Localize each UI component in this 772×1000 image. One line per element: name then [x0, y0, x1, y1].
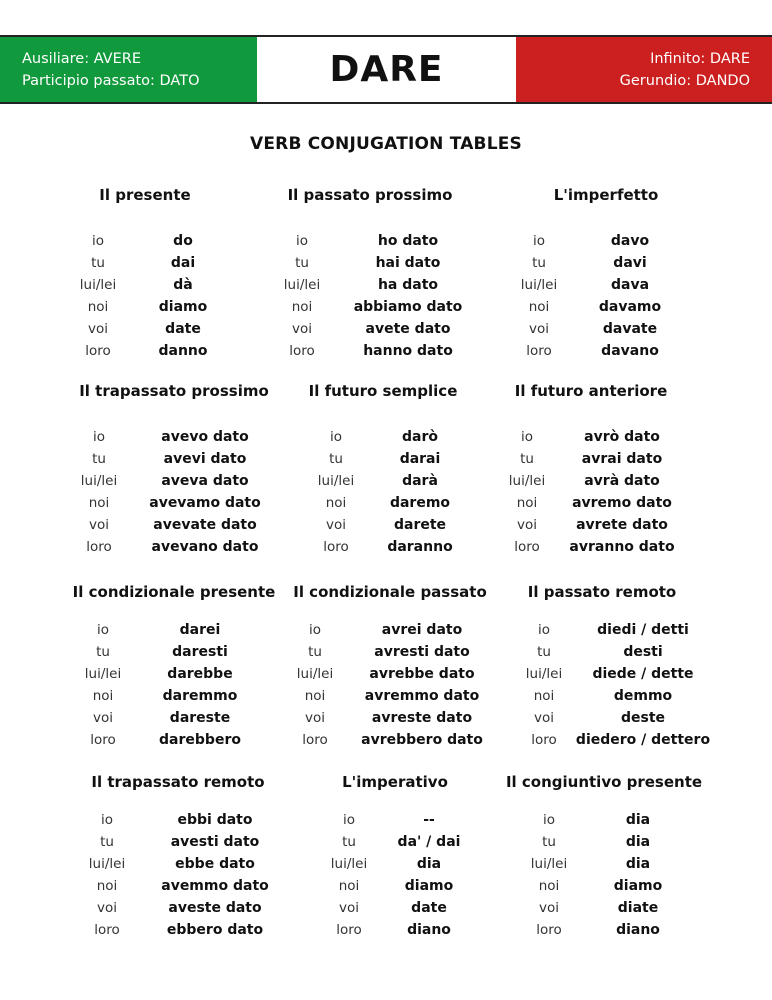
- conjugation-row: [0, 619, 258, 641]
- verb-form: avrai dato: [581, 451, 663, 467]
- pronoun: voi: [88, 321, 108, 337]
- conjugation-row: [0, 448, 258, 470]
- page-title: VERB CONJUGATION TABLES: [249, 134, 522, 154]
- verb-form: avresti dato: [374, 644, 470, 660]
- pronoun: loro: [289, 343, 315, 359]
- conjugation-row: [0, 707, 258, 729]
- verb-form: davano: [601, 343, 659, 359]
- pronoun: noi: [338, 878, 360, 894]
- conjugation-row: [257, 448, 515, 470]
- conjugation-row: [257, 536, 515, 558]
- conjugation-row: [0, 897, 262, 919]
- conjugation-row: [257, 274, 515, 296]
- pronoun: loro: [302, 732, 328, 748]
- conjugation-row: [515, 619, 772, 641]
- verb-form: desti: [623, 644, 663, 660]
- verb-form: ebbe dato: [175, 856, 255, 872]
- verb-form: ebbero dato: [166, 922, 264, 938]
- pronoun: noi: [87, 299, 109, 315]
- pronoun: voi: [517, 517, 537, 533]
- conjugation-row: [515, 707, 772, 729]
- conjugation-row: [515, 492, 772, 514]
- verb-form: date: [411, 900, 447, 916]
- conjugation-row: [257, 641, 515, 663]
- pronoun: io: [329, 429, 343, 445]
- conjugation-row: [257, 296, 515, 318]
- conjugation-row: [0, 514, 258, 536]
- pronoun: tu: [542, 834, 556, 850]
- verb-form: avesti dato: [170, 834, 260, 850]
- verb-form: darei: [179, 622, 221, 638]
- conjugation-row: [257, 897, 515, 919]
- verb-form: avevi dato: [163, 451, 247, 467]
- verb-form: darete: [393, 517, 447, 533]
- pronoun: voi: [97, 900, 117, 916]
- pronoun: loro: [536, 922, 562, 938]
- verb-form: diedi / detti: [597, 622, 689, 638]
- pronoun: lui/lei: [79, 277, 117, 293]
- conjugation-row: [257, 492, 515, 514]
- verb-form: dà: [173, 277, 193, 293]
- tense-title: Il passato prossimo: [287, 186, 453, 204]
- verb-form: darai: [399, 451, 441, 467]
- past-participle-label: Participio passato: DATO: [22, 72, 200, 89]
- verb-form: davamo: [598, 299, 662, 315]
- pronoun: loro: [323, 539, 349, 555]
- verb-form: daremo: [389, 495, 451, 511]
- verb-form: date: [165, 321, 201, 337]
- conjugation-row: [0, 919, 264, 941]
- conjugation-row: [0, 296, 258, 318]
- verb-form: da' / dai: [397, 834, 461, 850]
- pronoun: noi: [304, 688, 326, 704]
- tense-title: Il condizionale presente: [72, 583, 276, 601]
- pronoun: voi: [539, 900, 559, 916]
- pronoun: lui/lei: [520, 277, 558, 293]
- header-band: [0, 35, 772, 104]
- conjugation-row: [257, 875, 515, 897]
- pronoun: lui/lei: [296, 666, 334, 682]
- conjugation-row: [257, 809, 515, 831]
- verb-form: diamo: [613, 878, 663, 894]
- conjugation-row: [257, 514, 515, 536]
- tense-title: Il trapassato remoto: [91, 773, 265, 791]
- pronoun: noi: [516, 495, 538, 511]
- conjugation-row: [257, 340, 515, 362]
- verb-form: darebbe: [167, 666, 233, 682]
- conjugation-row: [0, 274, 258, 296]
- verb-form: avranno dato: [569, 539, 675, 555]
- verb-form: --: [423, 812, 435, 828]
- pronoun: noi: [325, 495, 347, 511]
- pronoun: io: [542, 812, 556, 828]
- pronoun: tu: [96, 644, 110, 660]
- gerund-label: Gerundio: DANDO: [619, 72, 750, 89]
- pronoun: tu: [329, 451, 343, 467]
- verb-form: do: [173, 233, 193, 249]
- verb-form: danno: [158, 343, 208, 359]
- pronoun: lui/lei: [84, 666, 122, 682]
- tense-title: L'imperfetto: [553, 186, 659, 204]
- conjugation-row: [0, 875, 269, 897]
- verb-form: dia: [625, 812, 651, 828]
- verb-form: diamo: [158, 299, 208, 315]
- conjugation-row: [515, 340, 772, 362]
- conjugation-row: [0, 831, 258, 853]
- pronoun: io: [96, 622, 110, 638]
- pronoun: tu: [91, 255, 105, 271]
- verb-form: daranno: [387, 539, 453, 555]
- conjugation-row: [257, 619, 515, 641]
- tense-title: Il presente: [99, 186, 191, 204]
- tense-title: L'imperativo: [342, 773, 448, 791]
- verb-form: davi: [613, 255, 647, 271]
- pronoun: loro: [531, 732, 557, 748]
- verb-form: dia: [625, 856, 651, 872]
- pronoun: io: [537, 622, 551, 638]
- conjugation-row: [257, 230, 515, 252]
- conjugation-row: [257, 919, 515, 941]
- conjugation-row: [0, 641, 258, 663]
- pronoun: lui/lei: [88, 856, 126, 872]
- pronoun: loro: [85, 343, 111, 359]
- verb-form: aveva dato: [161, 473, 249, 489]
- pronoun: io: [342, 812, 356, 828]
- conjugation-row: [515, 919, 772, 941]
- conjugation-row: [508, 470, 772, 492]
- verb-form: diedero / dettero: [575, 732, 711, 748]
- verb-form: ho dato: [377, 233, 439, 249]
- conjugation-row: [515, 685, 772, 707]
- conjugation-row: [515, 296, 772, 318]
- conjugation-row: [515, 274, 772, 296]
- conjugation-row: [257, 426, 515, 448]
- pronoun: tu: [308, 644, 322, 660]
- pronoun: lui/lei: [283, 277, 321, 293]
- conjugation-row: [515, 426, 772, 448]
- verb-form: ebbi dato: [177, 812, 253, 828]
- pronoun: voi: [305, 710, 325, 726]
- verb-form: hai dato: [375, 255, 441, 271]
- conjugation-row: [515, 897, 772, 919]
- verb-form: avremo dato: [572, 495, 672, 511]
- verb-form: avreste dato: [371, 710, 473, 726]
- verb-form: avrebbero dato: [361, 732, 483, 748]
- pronoun: io: [295, 233, 309, 249]
- verb-form: darò: [402, 429, 438, 445]
- pronoun: io: [92, 429, 106, 445]
- pronoun: io: [532, 233, 546, 249]
- conjugation-row: [515, 318, 772, 340]
- conjugation-row: [257, 707, 515, 729]
- pronoun: lui/lei: [317, 473, 355, 489]
- conjugation-row: [0, 492, 261, 514]
- verb-form: aveste dato: [168, 900, 262, 916]
- verb-form: daresti: [172, 644, 228, 660]
- tense-title: Il condizionale passato: [293, 583, 487, 601]
- pronoun: tu: [520, 451, 534, 467]
- pronoun: io: [91, 233, 105, 249]
- verb-form: dareste: [169, 710, 231, 726]
- tense-title: Il congiuntivo presente: [505, 773, 703, 791]
- conjugation-row: [0, 340, 258, 362]
- pronoun: voi: [89, 517, 109, 533]
- tense-title: Il futuro anteriore: [514, 382, 668, 400]
- verb-form: avrete dato: [576, 517, 668, 533]
- conjugation-row: [257, 685, 515, 707]
- verb-form: ha dato: [377, 277, 439, 293]
- verb-form: avrei dato: [381, 622, 463, 638]
- verb-form: dia: [416, 856, 442, 872]
- verb-form: dia: [625, 834, 651, 850]
- verb-form: avevano dato: [151, 539, 259, 555]
- pronoun: noi: [88, 495, 110, 511]
- pronoun: voi: [534, 710, 554, 726]
- pronoun: lui/lei: [525, 666, 563, 682]
- verb-form: deste: [620, 710, 666, 726]
- pronoun: voi: [529, 321, 549, 337]
- verb-form: avevo dato: [161, 429, 249, 445]
- conjugation-row: [0, 809, 258, 831]
- conjugation-row: [0, 252, 258, 274]
- conjugation-row: [515, 514, 772, 536]
- verb-form: avrebbe dato: [369, 666, 475, 682]
- verb-form: avete dato: [365, 321, 451, 337]
- verb-form: avremmo dato: [364, 688, 480, 704]
- pronoun: noi: [538, 878, 560, 894]
- pronoun: voi: [326, 517, 346, 533]
- conjugation-row: [257, 853, 515, 875]
- pronoun: lui/lei: [530, 856, 568, 872]
- conjugation-row: [0, 729, 258, 751]
- verb-form: davo: [610, 233, 650, 249]
- verb-form: demmo: [613, 688, 673, 704]
- pronoun: tu: [532, 255, 546, 271]
- pronoun: tu: [342, 834, 356, 850]
- conjugation-row: [515, 641, 772, 663]
- pronoun: loro: [526, 343, 552, 359]
- pronoun: loro: [86, 539, 112, 555]
- conjugation-row: [0, 663, 258, 685]
- conjugation-row: [257, 663, 515, 685]
- conjugation-row: [515, 536, 772, 558]
- verb-title: DARE: [257, 37, 516, 102]
- verb-form: diamo: [404, 878, 454, 894]
- verb-form: darebbero: [159, 732, 241, 748]
- conjugation-row: [0, 426, 258, 448]
- verb-form: diano: [407, 922, 451, 938]
- verb-form: avevate dato: [153, 517, 257, 533]
- pronoun: voi: [339, 900, 359, 916]
- conjugation-row: [515, 831, 772, 853]
- tense-title: Il trapassato prossimo: [79, 382, 269, 400]
- pronoun: voi: [93, 710, 113, 726]
- pronoun: lui/lei: [330, 856, 368, 872]
- conjugation-row: [257, 729, 515, 751]
- conjugation-row: [515, 729, 772, 751]
- pronoun: noi: [533, 688, 555, 704]
- verb-form: avevamo dato: [149, 495, 261, 511]
- conjugation-row: [0, 853, 258, 875]
- verb-form: dava: [610, 277, 650, 293]
- pronoun: io: [100, 812, 114, 828]
- auxiliary-label: Ausiliare: AVERE: [22, 50, 142, 67]
- conjugation-row: [257, 470, 515, 492]
- pronoun: tu: [295, 255, 309, 271]
- pronoun: voi: [292, 321, 312, 337]
- verb-form: hanno dato: [363, 343, 453, 359]
- conjugation-row: [515, 853, 772, 875]
- conjugation-row: [0, 230, 258, 252]
- conjugation-row: [515, 230, 772, 252]
- header-info-right: [516, 37, 772, 102]
- conjugation-row: [515, 875, 772, 897]
- pronoun: tu: [537, 644, 551, 660]
- pronoun: noi: [92, 688, 114, 704]
- verb-form: abbiamo dato: [353, 299, 463, 315]
- verb-form: diede / dette: [592, 666, 694, 682]
- conjugation-row: [257, 831, 515, 853]
- verb-form: diano: [616, 922, 660, 938]
- verb-form: davate: [602, 321, 658, 337]
- conjugation-row: [0, 470, 258, 492]
- pronoun: noi: [291, 299, 313, 315]
- conjugation-row: [0, 318, 258, 340]
- conjugation-row: [257, 318, 515, 340]
- header-info-left: [0, 37, 257, 102]
- pronoun: loro: [90, 732, 116, 748]
- conjugation-row: [257, 252, 515, 274]
- verb-form: dai: [170, 255, 196, 271]
- conjugation-row: [0, 685, 258, 707]
- tense-title: Il passato remoto: [527, 583, 677, 601]
- pronoun: tu: [100, 834, 114, 850]
- tense-title: Il futuro semplice: [308, 382, 458, 400]
- verb-form: avrò dato: [584, 429, 660, 445]
- verb-form: daremmo: [162, 688, 238, 704]
- pronoun: lui/lei: [80, 473, 118, 489]
- pronoun: lui/lei: [508, 473, 546, 489]
- pronoun: tu: [92, 451, 106, 467]
- conjugation-row: [515, 663, 772, 685]
- pronoun: loro: [94, 922, 120, 938]
- conjugation-row: [515, 448, 772, 470]
- conjugation-row: [515, 252, 772, 274]
- conjugation-row: [515, 809, 772, 831]
- infinitive-label: Infinito: DARE: [650, 50, 750, 67]
- verb-form: avemmo dato: [161, 878, 269, 894]
- verb-form: diate: [617, 900, 659, 916]
- verb-form: avrà dato: [584, 473, 660, 489]
- pronoun: loro: [514, 539, 540, 555]
- pronoun: io: [308, 622, 322, 638]
- conjugation-row: [0, 536, 258, 558]
- verb-form: darà: [402, 473, 438, 489]
- pronoun: io: [520, 429, 534, 445]
- pronoun: noi: [528, 299, 550, 315]
- pronoun: noi: [96, 878, 118, 894]
- pronoun: loro: [336, 922, 362, 938]
